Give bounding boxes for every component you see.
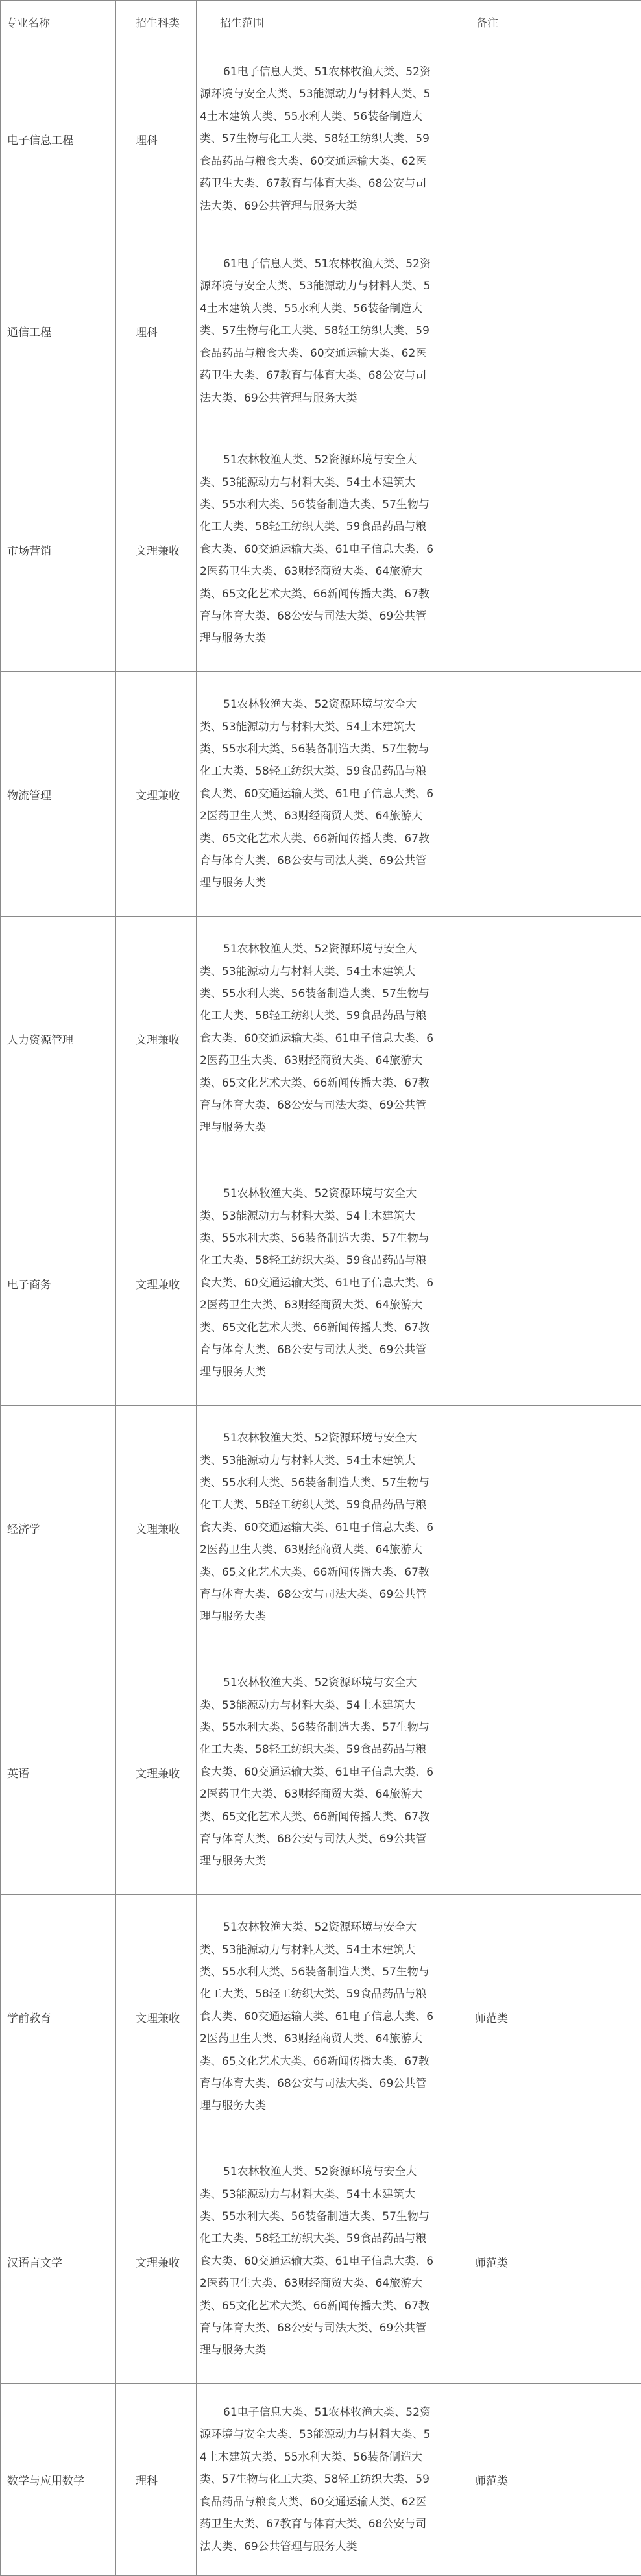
remarks	[446, 1161, 641, 1406]
enroll-range: 51农林牧渔大类、52资源环境与安全大类、53能源动力与材料大类、54土木建筑大类、55水利大类、56装备制造大类、57生物与化工大类、58轻工纺织大类、59食品药品与粮食大类、60交通运输大类、61电子信息大类、62医药卫生大类、63财经商贸大类、64旅游大类、65文化艺术大类、66新闻传播大类、67教育与体育大类、68公安与司法大类、69公共管理与服务大类	[197, 2139, 446, 2384]
enroll-category: 文理兼收	[116, 2139, 197, 2384]
enroll-range: 51农林牧渔大类、52资源环境与安全大类、53能源动力与材料大类、54土木建筑大类、55水利大类、56装备制造大类、57生物与化工大类、58轻工纺织大类、59食品药品与粮食大类、60交通运输大类、61电子信息大类、62医药卫生大类、63财经商贸大类、64旅游大类、65文化艺术大类、66新闻传播大类、67教育与体育大类、68公安与司法大类、69公共管理与服务大类	[197, 1406, 446, 1650]
remarks	[446, 672, 641, 917]
enroll-category: 文理兼收	[116, 1895, 197, 2139]
major-name: 数学与应用数学	[1, 2384, 116, 2576]
enroll-range: 61电子信息大类、51农林牧渔大类、52资源环境与安全大类、53能源动力与材料大类、54土木建筑大类、55水利大类、56装备制造大类、57生物与化工大类、58轻工纺织大类、59食品药品与粮食大类、60交通运输大类、62医药卫生大类、67教育与体育大类、68公安与司法大类、69公共管理与服务大类	[197, 2384, 446, 2576]
remarks	[446, 235, 641, 427]
enroll-category: 文理兼收	[116, 672, 197, 917]
table-row	[1, 2384, 641, 2576]
major-name: 电子商务	[1, 1161, 116, 1406]
table-row	[1, 43, 641, 235]
enroll-category: 理科	[116, 2384, 197, 2576]
enroll-category: 文理兼收	[116, 1161, 197, 1406]
table-row	[1, 1895, 641, 2139]
enroll-category: 理科	[116, 43, 197, 235]
enroll-range: 61电子信息大类、51农林牧渔大类、52资源环境与安全大类、53能源动力与材料大类、54土木建筑大类、55水利大类、56装备制造大类、57生物与化工大类、58轻工纺织大类、59食品药品与粮食大类、60交通运输大类、62医药卫生大类、67教育与体育大类、68公安与司法大类、69公共管理与服务大类	[197, 43, 446, 235]
remarks: 师范类	[446, 2139, 641, 2384]
remarks	[446, 427, 641, 672]
major-name: 通信工程	[1, 235, 116, 427]
remarks	[446, 1406, 641, 1650]
major-name: 汉语言文学	[1, 2139, 116, 2384]
major-name: 人力资源管理	[1, 917, 116, 1161]
header-remarks: 备注	[446, 1, 641, 43]
table-row	[1, 1161, 641, 1406]
remarks: 师范类	[446, 1895, 641, 2139]
remarks: 师范类	[446, 2384, 641, 2576]
table-row	[1, 672, 641, 917]
table-header-row	[1, 1, 641, 43]
major-name: 物流管理	[1, 672, 116, 917]
remarks	[446, 917, 641, 1161]
enroll-range: 61电子信息大类、51农林牧渔大类、52资源环境与安全大类、53能源动力与材料大类、54土木建筑大类、55水利大类、56装备制造大类、57生物与化工大类、58轻工纺织大类、59食品药品与粮食大类、60交通运输大类、62医药卫生大类、67教育与体育大类、68公安与司法大类、69公共管理与服务大类	[197, 235, 446, 427]
enroll-category: 文理兼收	[116, 1650, 197, 1895]
header-enroll-range: 招生范围	[197, 1, 446, 43]
enroll-category: 文理兼收	[116, 917, 197, 1161]
enroll-range: 51农林牧渔大类、52资源环境与安全大类、53能源动力与材料大类、54土木建筑大类、55水利大类、56装备制造大类、57生物与化工大类、58轻工纺织大类、59食品药品与粮食大类、60交通运输大类、61电子信息大类、62医药卫生大类、63财经商贸大类、64旅游大类、65文化艺术大类、66新闻传播大类、67教育与体育大类、68公安与司法大类、69公共管理与服务大类	[197, 1650, 446, 1895]
major-name: 经济学	[1, 1406, 116, 1650]
major-name: 市场营销	[1, 427, 116, 672]
table-row	[1, 917, 641, 1161]
remarks	[446, 43, 641, 235]
table-row	[1, 1406, 641, 1650]
remarks	[446, 1650, 641, 1895]
major-name: 英语	[1, 1650, 116, 1895]
major-name: 学前教育	[1, 1895, 116, 2139]
table-row	[1, 1650, 641, 1895]
header-major-name: 专业名称	[1, 1, 116, 43]
enroll-range: 51农林牧渔大类、52资源环境与安全大类、53能源动力与材料大类、54土木建筑大类、55水利大类、56装备制造大类、57生物与化工大类、58轻工纺织大类、59食品药品与粮食大类、60交通运输大类、61电子信息大类、62医药卫生大类、63财经商贸大类、64旅游大类、65文化艺术大类、66新闻传播大类、67教育与体育大类、68公安与司法大类、69公共管理与服务大类	[197, 427, 446, 672]
enroll-range: 51农林牧渔大类、52资源环境与安全大类、53能源动力与材料大类、54土木建筑大类、55水利大类、56装备制造大类、57生物与化工大类、58轻工纺织大类、59食品药品与粮食大类、60交通运输大类、61电子信息大类、62医药卫生大类、63财经商贸大类、64旅游大类、65文化艺术大类、66新闻传播大类、67教育与体育大类、68公安与司法大类、69公共管理与服务大类	[197, 1895, 446, 2139]
enroll-category: 理科	[116, 235, 197, 427]
enroll-category: 文理兼收	[116, 427, 197, 672]
enroll-range: 51农林牧渔大类、52资源环境与安全大类、53能源动力与材料大类、54土木建筑大类、55水利大类、56装备制造大类、57生物与化工大类、58轻工纺织大类、59食品药品与粮食大类、60交通运输大类、61电子信息大类、62医药卫生大类、63财经商贸大类、64旅游大类、65文化艺术大类、66新闻传播大类、67教育与体育大类、68公安与司法大类、69公共管理与服务大类	[197, 917, 446, 1161]
enroll-range: 51农林牧渔大类、52资源环境与安全大类、53能源动力与材料大类、54土木建筑大类、55水利大类、56装备制造大类、57生物与化工大类、58轻工纺织大类、59食品药品与粮食大类、60交通运输大类、61电子信息大类、62医药卫生大类、63财经商贸大类、64旅游大类、65文化艺术大类、66新闻传播大类、67教育与体育大类、68公安与司法大类、69公共管理与服务大类	[197, 672, 446, 917]
table-row	[1, 427, 641, 672]
enroll-range: 51农林牧渔大类、52资源环境与安全大类、53能源动力与材料大类、54土木建筑大类、55水利大类、56装备制造大类、57生物与化工大类、58轻工纺织大类、59食品药品与粮食大类、60交通运输大类、61电子信息大类、62医药卫生大类、63财经商贸大类、64旅游大类、65文化艺术大类、66新闻传播大类、67教育与体育大类、68公安与司法大类、69公共管理与服务大类	[197, 1161, 446, 1406]
table-row	[1, 235, 641, 427]
table-row	[1, 2139, 641, 2384]
header-enroll-category: 招生科类	[116, 1, 197, 43]
enroll-category: 文理兼收	[116, 1406, 197, 1650]
major-name: 电子信息工程	[1, 43, 116, 235]
